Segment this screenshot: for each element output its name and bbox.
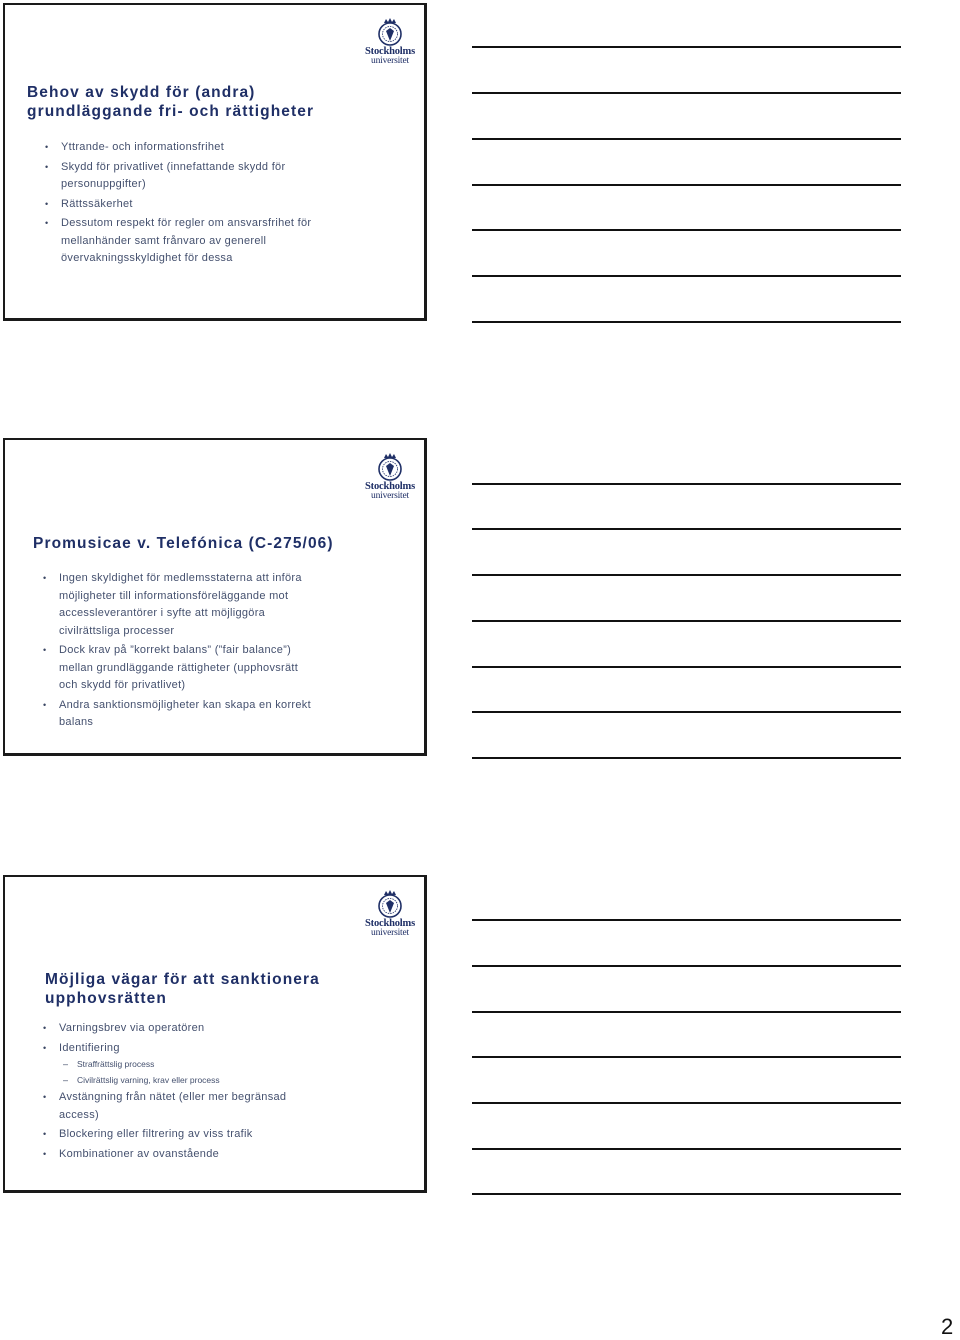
note-line: [472, 666, 901, 668]
bullet-item: [43, 1089, 286, 1124]
note-line: [472, 757, 901, 759]
note-line: [472, 965, 901, 967]
stockholms-universitet-logo: [362, 17, 418, 66]
bullet-line: • Rättssäkerhet: [61, 197, 133, 210]
bullet-line: • Ingen skyldighet för medlemsstaterna att införa: [59, 572, 302, 584]
stockholms-universitet-logo: [362, 889, 418, 938]
note-line: [472, 1102, 901, 1104]
bullet-item: [43, 642, 311, 695]
bullet-item: [45, 139, 311, 157]
bullet-line: • Kombinationer av ovanstående: [59, 1147, 220, 1160]
note-line: [472, 321, 901, 323]
note-line: [472, 1193, 901, 1195]
sub-bullet-item: [59, 1073, 286, 1087]
bullet-item: [43, 1146, 286, 1164]
crown-seal-icon: [376, 452, 404, 482]
logo-line-1: Stockholms: [365, 918, 415, 929]
title-line: Promusicae v. Telefónica (C-275/06): [33, 535, 334, 552]
note-line: [472, 1148, 901, 1150]
sub-bullet-line: – Straffrättslig process: [77, 1059, 155, 1069]
note-line: [472, 483, 901, 485]
bullet-line: • Andra sanktionsmöjligheter kan skapa en korrekt: [59, 698, 311, 711]
note-line: [472, 574, 901, 576]
bullet-line: • Identifiering: [59, 1041, 120, 1054]
note-line: [472, 1011, 901, 1013]
slide-title: [33, 534, 334, 553]
bullet-item: [43, 1020, 286, 1038]
bullet-item: [45, 196, 311, 214]
slide-3: [3, 875, 427, 1193]
title-line: Möjliga vägar för att sanktionera: [45, 971, 320, 988]
bullet-item: [43, 697, 311, 732]
note-line: [472, 138, 901, 140]
bullet-line: accessleverantörer i syfte att möjliggöra: [59, 607, 266, 619]
bullet-line: • Yttrande- och informationsfrihet: [61, 141, 225, 153]
note-line: [472, 229, 901, 231]
logo-line-2: universitet: [371, 56, 409, 66]
note-line: [472, 46, 901, 48]
bullet-line: • Dessutom respekt för regler om ansvarsfrihet för: [61, 217, 312, 229]
logo-line-1: Stockholms: [365, 481, 415, 492]
logo-line-1: Stockholms: [365, 46, 415, 57]
note-line: [472, 184, 901, 186]
bullet-line: • Avstängning från nätet (eller mer begränsad: [59, 1091, 287, 1103]
slide-1: [3, 3, 427, 321]
bullet-line: civilrättsliga processer: [59, 624, 175, 637]
bullet-line: övervakningsskyldighet för dessa: [61, 252, 233, 264]
crown-seal-icon: [376, 889, 404, 919]
bullet-line: mellanhänder samt frånvaro av generell: [61, 234, 267, 247]
bullet-line: • Dock krav på ”korrekt balans” (”fair balance”): [59, 644, 292, 656]
sub-bullet-item: [59, 1057, 286, 1071]
note-line: [472, 620, 901, 622]
bullet-line: möjligheter till informationsföreläggande mot: [59, 589, 289, 602]
bullet-line: • Varningsbrev via operatören: [59, 1022, 205, 1034]
title-line: grundläggande fri- och rättigheter: [27, 103, 315, 120]
title-line: Behov av skydd för (andra): [27, 84, 256, 101]
note-line: [472, 919, 901, 921]
bullet-line: access): [59, 1108, 99, 1121]
note-line: [472, 711, 901, 713]
bullet-line: personuppgifter): [61, 178, 146, 190]
page-number: 2: [941, 1314, 954, 1339]
bullet-line: • Skydd för privatlivet (innefattande skydd för: [61, 160, 286, 173]
bullet-line: balans: [59, 716, 94, 728]
bullet-list: [43, 570, 311, 732]
crown-seal-icon: [376, 17, 404, 47]
title-line: upphovsrätten: [45, 990, 167, 1007]
bullet-item: [43, 1126, 286, 1144]
bullet-list: [45, 139, 311, 268]
note-line: [472, 92, 901, 94]
slide-2: [3, 438, 427, 756]
bullet-list: [43, 1020, 286, 1163]
bullet-item: [45, 159, 311, 194]
bullet-line: och skydd för privatlivet): [59, 679, 186, 691]
sub-bullet-list: [59, 1057, 286, 1087]
sub-bullet-line: – Civilrättslig varning, krav eller process: [77, 1075, 220, 1085]
bullet-line: mellan grundläggande rättigheter (upphovsrätt: [59, 661, 299, 674]
bullet-item: [43, 570, 311, 640]
logo-line-2: universitet: [371, 928, 409, 938]
slide-title: [45, 970, 320, 1008]
note-line: [472, 1056, 901, 1058]
bullet-line: • Blockering eller filtrering av viss trafik: [59, 1128, 253, 1140]
note-line: [472, 275, 901, 277]
slide-title: [27, 83, 314, 121]
logo-line-2: universitet: [371, 491, 409, 501]
bullet-item: [43, 1040, 286, 1088]
bullet-item: [45, 215, 311, 268]
note-line: [472, 528, 901, 530]
stockholms-universitet-logo: [362, 452, 418, 501]
